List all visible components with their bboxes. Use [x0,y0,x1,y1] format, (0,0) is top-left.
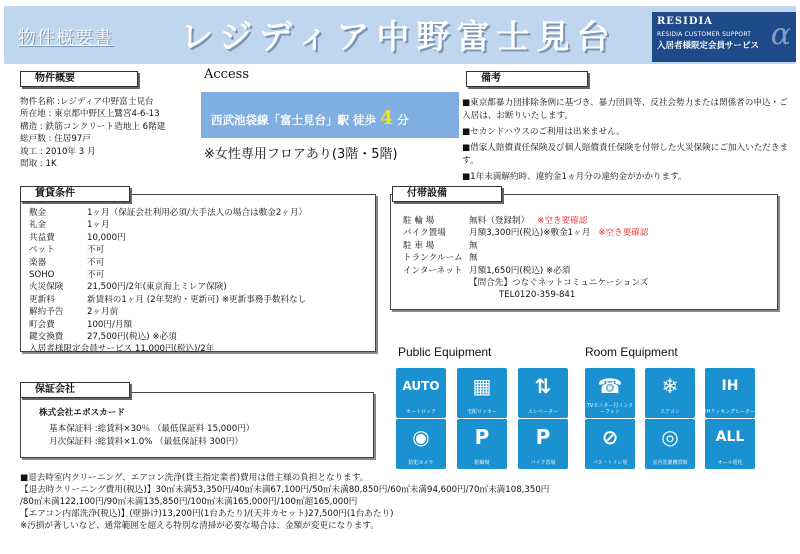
overview-list [20,96,165,170]
washer-space-caption: 室内洗濯機置場 [652,460,688,466]
cleaning-note: ■退去時室内クリーニング、エアコン洗浄(貸主指定業者)費用は借主様の負担となります。 [20,473,369,483]
delivery-locker-caption: 宅配ロッカー [467,409,497,415]
tv-intercom-glyph: ☎ [597,374,623,398]
facility-key: バイク置場 [403,228,446,239]
rental-row [29,207,307,219]
facility-tag: 付帯設備 [392,186,502,202]
notes-list [462,97,792,187]
rental-value: 100円/月額 [87,319,133,330]
overview-row: 総戸数 : 住居97戸 [20,134,91,145]
rental-row [29,244,307,256]
rental-key: 共益費 [29,232,55,243]
rental-row [29,219,307,231]
rental-key: 解約予告 [29,307,64,318]
facility-value: 無料（登録制） [469,216,530,226]
walk-minutes: 4 [380,107,394,129]
property-title: レジディア中野富士見台 [180,17,617,56]
facility-key: 駐 輪 場 [403,216,435,226]
facility-key: インターネット [403,265,463,276]
overview-row: 所在地 : 東京都中野区上鷺宮4-6-13 [20,109,160,120]
access-banner [201,92,459,138]
rental-row [29,232,307,244]
guarantor-company: 株式会社エポスカード [39,408,125,418]
rental-value: 不可 [87,270,105,281]
bath-toilet-caption: バス・トイレ別 [592,460,628,466]
cleaning-note: /80㎡未満122,100円/90㎡未満135,850円/100㎡未満165,000円/100㎡超165,000円 [20,497,358,507]
rental-value: 2ヶ月前 [87,307,119,318]
rental-box [20,194,376,355]
rental-value: 1ヶ月 [87,220,110,231]
logo-subtitle: RESIDIA CUSTOMER SUPPORT [657,30,752,38]
rental-key: SOHO [29,270,55,281]
rental-value: 21,500円/2年(東京海上ミレア保険) [87,282,227,293]
logo-brand: RESIDIA [657,16,713,27]
facility-note: ※空き要確認 [598,228,649,239]
rental-key: 火災保険 [29,282,64,293]
all-electric-glyph: ALL [715,429,745,445]
rental-value: 10,000円 [87,232,126,243]
rental-key: 鍵交換費 [29,332,64,343]
tv-intercom-caption: TVモニター付インターフォン [586,403,634,415]
residia-logo [652,12,796,62]
air-conditioner-icon [645,368,695,418]
facility-box [390,194,778,310]
bath-toilet-icon [585,419,635,469]
facility-value: 無 [469,240,478,251]
facility-contact: 【問合先】つなぐネットコミュニケーションズ [469,278,649,289]
note-item: ■東京都暴力団排除条例に基づき、暴力団員等、反社会勢力または関係者の申込・ご入居は、お断りいたします。 [462,98,788,121]
facility-list [403,215,649,302]
elevator-glyph: ⇅ [534,374,552,398]
rental-row [29,294,307,306]
facility-tel: TEL0120-359-841 [499,290,576,301]
rental-row [29,319,307,331]
rental-value: 新賃料の1ヶ月 (2年契約・更新可) ※更新事務手数料なし [87,294,307,305]
rental-key: ペット [29,245,55,256]
cleaning-note: ※汚損が著しいなど、通常範囲を超える特別な清掃が必要な場合は、金額が変更になります。 [20,521,379,531]
facility-value: 月額3,300円(税込)※敷金1ヶ月 [469,228,591,239]
overview-row: 間取 : 1K [20,159,57,170]
guarantor-tag: 保証会社 [20,382,130,398]
rental-key: 町会費 [29,319,55,330]
facility-row [403,227,649,239]
bike-parking-icon [518,419,568,469]
minutes-unit: 分 [397,113,409,127]
alpha-mark: α [770,17,791,52]
cleaning-notes [20,472,549,532]
elevator-caption: エレベーター [527,409,558,415]
facility-value: 無 [469,253,478,264]
public-equipment-title: Public Equipment [398,345,492,359]
document-type-label: 物件概要書 [18,28,113,49]
rental-key: 敷金 [29,208,47,218]
guarantor-list [39,407,254,448]
ih-cooking-caption: IHクッキングヒーター [705,409,755,415]
cleaning-note: 【退去時クリーニング費用(税込)】30㎡未満53,350円/40㎡未満67,100円/50㎡未満80,850円/60㎡未満94,600円/70㎡未満108,350円 [20,485,550,495]
delivery-locker-icon [457,368,507,418]
autolock-caption: オートロック [406,409,436,415]
notes-tag: 備考 [466,71,588,87]
air-conditioner-caption: エアコン [660,409,680,415]
note-item: ■セカンドハウスのご利用は出来ません。 [462,127,625,137]
bicycle-parking-glyph: P [474,425,490,449]
rental-value: 不可 [87,257,105,268]
facility-row [403,215,649,227]
women-floor-note: ※女性専用フロアあり(3階・5階) [204,147,398,162]
all-electric-icon [705,419,755,469]
rental-row [29,281,307,293]
rental-value: 27,500円(税込) ※必須 [87,332,177,343]
guarantor-monthly-fee: 月次保証料 :総賃料×1.0% （最低保証料 300円） [49,436,244,447]
washer-space-glyph: ◎ [661,425,679,449]
rental-value: 1ヶ月（保証会社利用必須/大手法人の場合は敷金2ヶ月） [87,208,308,218]
ih-cooking-icon [705,368,755,418]
overview-row: 竣工 : 2010年 3 月 [20,146,96,157]
elevator-icon [518,368,568,418]
guarantor-box [20,392,374,458]
security-camera-icon [396,419,446,469]
facility-row [403,265,649,277]
note-item: ■借家人賠償責任保険及び個人賠償責任保険を付帯した火災保険にご加入いただきます。 [462,143,789,166]
rental-row [29,331,307,343]
rental-row [29,257,307,269]
tv-intercom-icon [585,368,635,418]
logo-service: 入居者様限定会員サービス [657,41,760,51]
bicycle-parking-icon [457,419,507,469]
facility-row [403,240,649,252]
overview-tag: 物件概要 [20,71,138,87]
rental-tag: 賃貸条件 [20,186,130,202]
autolock-glyph: AUTO [402,379,440,393]
security-camera-glyph: ◉ [412,425,430,449]
note-item: ■1年未満解約時、違約金1ヵ月分の違約金がかかります。 [462,172,687,182]
station-text: 西武池袋線「富士見台」駅 徒歩 [211,113,377,127]
rental-value: 不可 [87,245,105,256]
overview-row: 構造 : 鉄筋コンクリート造地上 6階建 [20,121,166,132]
rental-row [29,269,307,281]
facility-value: 月額1,650円(税込) ※必須 [469,265,571,276]
rental-key: 礼金 [29,220,47,231]
facility-row [403,252,649,264]
autolock-icon [396,368,446,418]
overview-row: 物件名称 :レジディア中野富士見台 [20,97,154,107]
facility-key: 駐 車 場 [403,240,435,251]
guarantor-basic-fee: 基本保証料 :総賃料×30％ （最低保証料 15,000円） [49,424,255,435]
bath-toilet-glyph: ⊘ [601,425,619,449]
room-equipment-title: Room Equipment [585,345,678,359]
delivery-locker-glyph: ▦ [472,374,492,398]
header-banner [4,6,796,64]
facility-note: ※空き要確認 [537,216,588,226]
rental-key: 更新料 [29,294,55,305]
bicycle-parking-caption: 駐輪場 [474,460,490,466]
security-camera-caption: 防犯カメラ [408,460,434,466]
bike-parking-glyph: P [535,425,551,449]
ih-cooking-glyph: IH [721,378,739,394]
facility-key: トランクルーム [403,253,463,264]
all-electric-caption: オール電化 [717,460,743,466]
rental-list [29,207,307,356]
bike-parking-caption: バイク置場 [530,460,556,466]
access-label: Access [204,67,249,82]
rental-row [29,306,307,318]
air-conditioner-glyph: ❄ [661,374,679,398]
rental-key: 楽器 [29,257,47,268]
washer-space-icon [645,419,695,469]
member-service-row: 入居者様限定会員サービス 11,000円(税込)/2年 [29,344,215,355]
cleaning-note: 【エアコン内部洗浄(税込)】(壁掛け)13,200円(1台あたり)/(天井カセット)27,500円(1台あたり) [20,509,394,519]
